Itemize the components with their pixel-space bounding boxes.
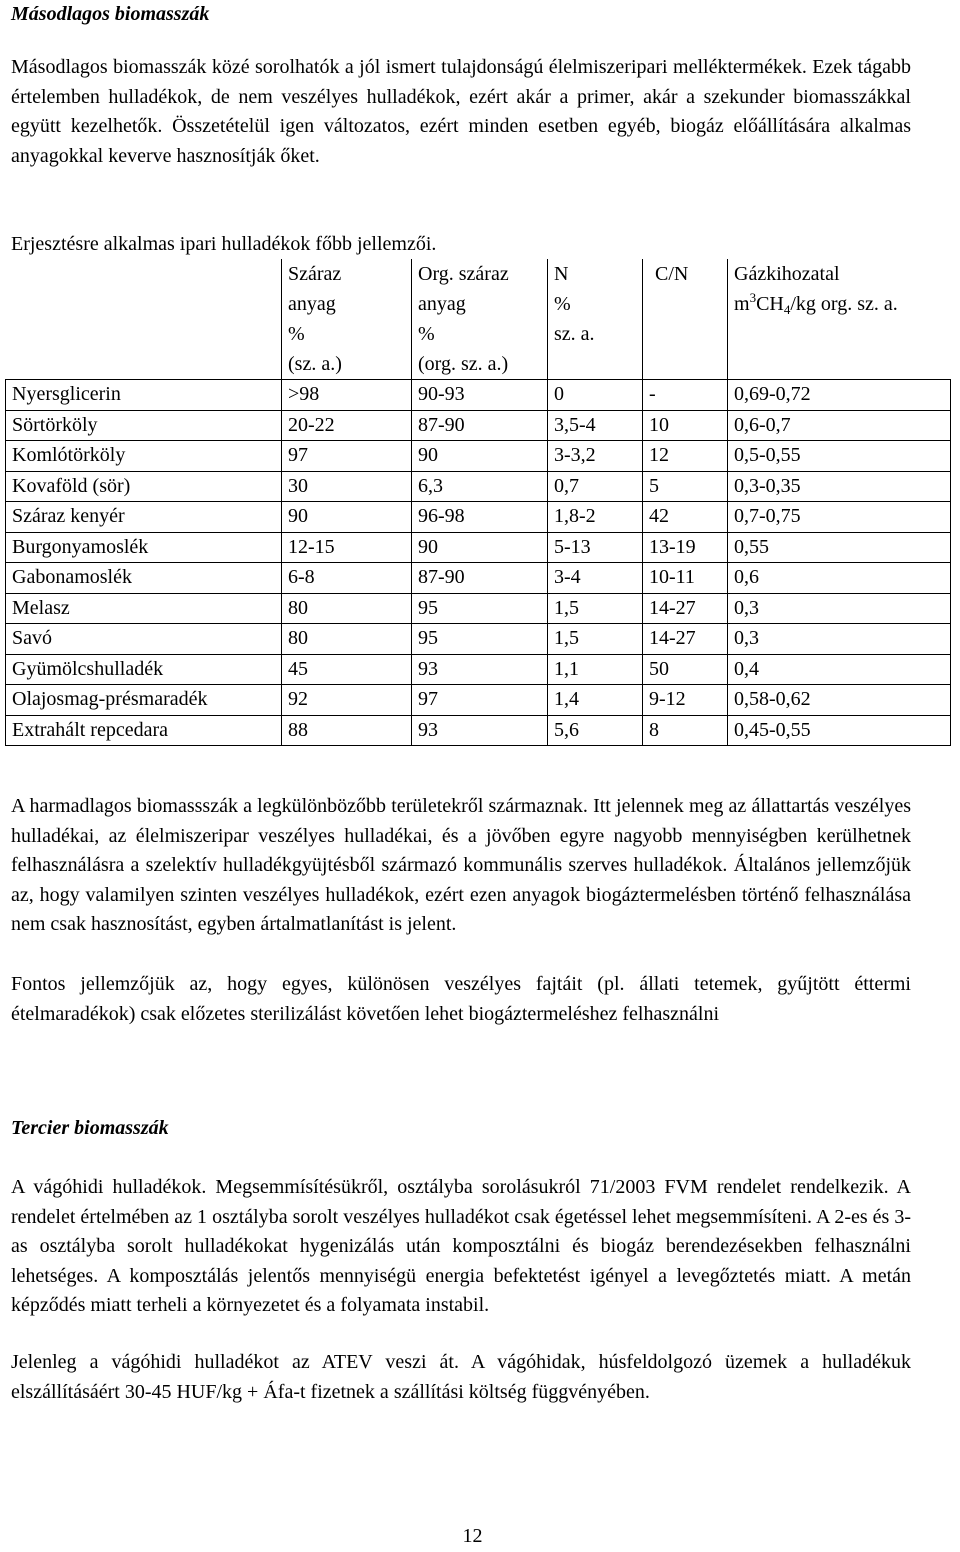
cell-material: Extrahált repcedara: [6, 715, 282, 746]
cell-organic-dry-matter: 96-98: [412, 502, 548, 533]
cell-gas-yield: 0,3-0,35: [728, 471, 951, 502]
paragraph-secondary-intro: Másodlagos biomasszák közé sorolhatók a jól ismert tulajdonságú élelmiszeripari melléktermékek. Ezek tágabb értelemben hulladékok, de nem veszélyes hulladékok, ezért akár a primer, akár a szekunder biomasszákkal együtt kezelhetők. Összetételül igen változatos, ezért minden esetben egyéb, biogáz előállítására alkalmas anyagokkal keverve hasznosítják őket.: [11, 56, 911, 167]
cell-organic-dry-matter: 87-90: [412, 563, 548, 594]
cell-organic-dry-matter: 95: [412, 593, 548, 624]
cell-cn-ratio: 10: [643, 410, 728, 441]
cell-material: Száraz kenyér: [6, 502, 282, 533]
cell-gas-yield: 0,5-0,55: [728, 441, 951, 472]
cell-organic-dry-matter: 97: [412, 685, 548, 716]
cell-gas-yield: 0,69-0,72: [728, 380, 951, 411]
cell-nitrogen: 3,5-4: [548, 410, 643, 441]
cell-cn-ratio: 8: [643, 715, 728, 746]
table-row: [6, 624, 951, 655]
cell-organic-dry-matter: 90: [412, 532, 548, 563]
header-cell-nitrogen: N % sz. a.: [548, 259, 643, 380]
cell-material: Gyümölcshulladék: [6, 654, 282, 685]
paragraph-slaughterhouse-waste: A vágóhidi hulladékok. Megsemmísítésükről, osztályba sorolásukról 71/2003 FVM rendelet rendelkezik. A rendelet értelmében az 1 osztályba sorolt veszélyes hulladékot csak égetéssel lehet megsemmísíteni. A 2-es és 3-as osztályba sorolt hulladékokat hygenizálás után komposztálni és biogáz berendezésekben felhasználni lehetséges. A komposztálás jelentős mennyiségü energia befektetést igényel a levegőztetés miatt. A metán képződés miatt terheli a környezetet és a folyamata instabil.: [11, 1176, 911, 1316]
table-row: [6, 685, 951, 716]
cell-dry-matter: 6-8: [282, 563, 412, 594]
table-row: [6, 654, 951, 685]
table-row: [6, 410, 951, 441]
cell-dry-matter: 88: [282, 715, 412, 746]
cell-material: Gabonamoslék: [6, 563, 282, 594]
cell-gas-yield: 0,3: [728, 624, 951, 655]
header-cell-material: [6, 259, 282, 380]
cell-cn-ratio: 12: [643, 441, 728, 472]
cell-nitrogen: 5,6: [548, 715, 643, 746]
cell-nitrogen: 1,5: [548, 593, 643, 624]
cell-cn-ratio: 9-12: [643, 685, 728, 716]
cell-gas-yield: 0,3: [728, 593, 951, 624]
table-row: [6, 715, 951, 746]
section-heading-secondary: Másodlagos biomasszák: [11, 3, 210, 25]
table-caption: Erjesztésre alkalmas ipari hulladékok főbb jellemzői.: [11, 233, 437, 255]
cell-cn-ratio: 14-27: [643, 593, 728, 624]
table-row: [6, 471, 951, 502]
cell-organic-dry-matter: 87-90: [412, 410, 548, 441]
waste-characteristics-table: [5, 259, 951, 746]
cell-material: Olajosmag-présmaradék: [6, 685, 282, 716]
cell-organic-dry-matter: 93: [412, 715, 548, 746]
cell-dry-matter: 45: [282, 654, 412, 685]
cell-material: Kovaföld (sör): [6, 471, 282, 502]
header-cell-dry-matter: Száraz anyag % (sz. a.): [282, 259, 412, 380]
gas-yield-unit: $m^3CH_4/kg$ org. sz. a.: [734, 290, 898, 317]
header-cell-organic-dry-matter: Org. száraz anyag % (org. sz. a.): [412, 259, 548, 380]
cell-cn-ratio: 50: [643, 654, 728, 685]
cell-cn-ratio: 10-11: [643, 563, 728, 594]
cell-dry-matter: >98: [282, 380, 412, 411]
cell-nitrogen: 1,4: [548, 685, 643, 716]
cell-organic-dry-matter: 95: [412, 624, 548, 655]
cell-material: Savó: [6, 624, 282, 655]
cell-nitrogen: 3-4: [548, 563, 643, 594]
cell-material: Sörtörköly: [6, 410, 282, 441]
paragraph-atev: Jelenleg a vágóhidi hulladékot az ATEV veszi át. A vágóhidak, húsfeldolgozó üzemek a hulladékuk elszállításáért 30-45 HUF/kg + Áfa-t fizetnek a szállítási költség függvényében.: [11, 1351, 911, 1403]
cell-gas-yield: 0,6: [728, 563, 951, 594]
cell-gas-yield: 0,58-0,62: [728, 685, 951, 716]
cell-organic-dry-matter: 90-93: [412, 380, 548, 411]
cell-dry-matter: 80: [282, 593, 412, 624]
cell-nitrogen: 1,1: [548, 654, 643, 685]
table-row: [6, 563, 951, 594]
table-row: [6, 593, 951, 624]
paragraph-tertiary-intro: A harmadlagos biomassszák a legkülönbözőbb területekről származnak. Itt jelennek meg az állattartás veszélyes hulladékai, az élelmiszeripar veszélyes hulladékai, és a jövőben egyre nagyobb mennyiségben kerülhetnek felhasználásra a szelektív hulladékgyüjtésből származó kommunális szerves hulladékok. Általános jellemzőjük az, hogy valamilyen szinten veszélyes hulladékok, ezért ezen anyagok biogáztermelésben történő felhasználása nem csak hasznosítást, egyben ártalmatlanítást is jelent.: [11, 795, 911, 935]
cell-dry-matter: 97: [282, 441, 412, 472]
cell-dry-matter: 20-22: [282, 410, 412, 441]
table-row: [6, 380, 951, 411]
cell-material: Komlótörköly: [6, 441, 282, 472]
cell-cn-ratio: -: [643, 380, 728, 411]
cell-organic-dry-matter: 90: [412, 441, 548, 472]
header-cell-cn-ratio: C/N: [643, 259, 728, 380]
cell-nitrogen: 0: [548, 380, 643, 411]
cell-dry-matter: 80: [282, 624, 412, 655]
cell-dry-matter: 12-15: [282, 532, 412, 563]
cell-cn-ratio: 14-27: [643, 624, 728, 655]
cell-material: Burgonyamoslék: [6, 532, 282, 563]
paragraph-tertiary-note: Fontos jellemzőjük az, hogy egyes, különösen veszélyes fajtáit (pl. állati tetemek, gyűjtött éttermi ételmaradékok) csak előzetes sterilizálást követően lehet biogáztermeléshez felhasználni: [11, 973, 911, 1025]
cell-nitrogen: 1,5: [548, 624, 643, 655]
cell-cn-ratio: 13-19: [643, 532, 728, 563]
cell-gas-yield: 0,6-0,7: [728, 410, 951, 441]
cell-cn-ratio: 42: [643, 502, 728, 533]
cell-dry-matter: 92: [282, 685, 412, 716]
table-row: [6, 441, 951, 472]
cell-nitrogen: 3-3,2: [548, 441, 643, 472]
cell-material: Nyersglicerin: [6, 380, 282, 411]
header-cell-gas-yield: Gázkihozatal $m^3CH_4/kg$ org. sz. a.: [728, 259, 951, 380]
page-number: 12: [462, 1525, 483, 1547]
cell-nitrogen: 1,8-2: [548, 502, 643, 533]
table-header-row: [6, 259, 951, 380]
table-row: [6, 532, 951, 563]
cell-organic-dry-matter: 6,3: [412, 471, 548, 502]
cell-organic-dry-matter: 93: [412, 654, 548, 685]
cell-gas-yield: 0,4: [728, 654, 951, 685]
cell-material: Melasz: [6, 593, 282, 624]
cell-dry-matter: 30: [282, 471, 412, 502]
cell-dry-matter: 90: [282, 502, 412, 533]
cell-cn-ratio: 5: [643, 471, 728, 502]
cell-gas-yield: 0,55: [728, 532, 951, 563]
cell-gas-yield: 0,45-0,55: [728, 715, 951, 746]
cell-nitrogen: 5-13: [548, 532, 643, 563]
waste-table-wrapper: [11, 259, 951, 746]
cell-gas-yield: 0,7-0,75: [728, 502, 951, 533]
cell-nitrogen: 0,7: [548, 471, 643, 502]
table-row: [6, 502, 951, 533]
section-heading-tercier: Tercier biomasszák: [11, 1117, 169, 1139]
